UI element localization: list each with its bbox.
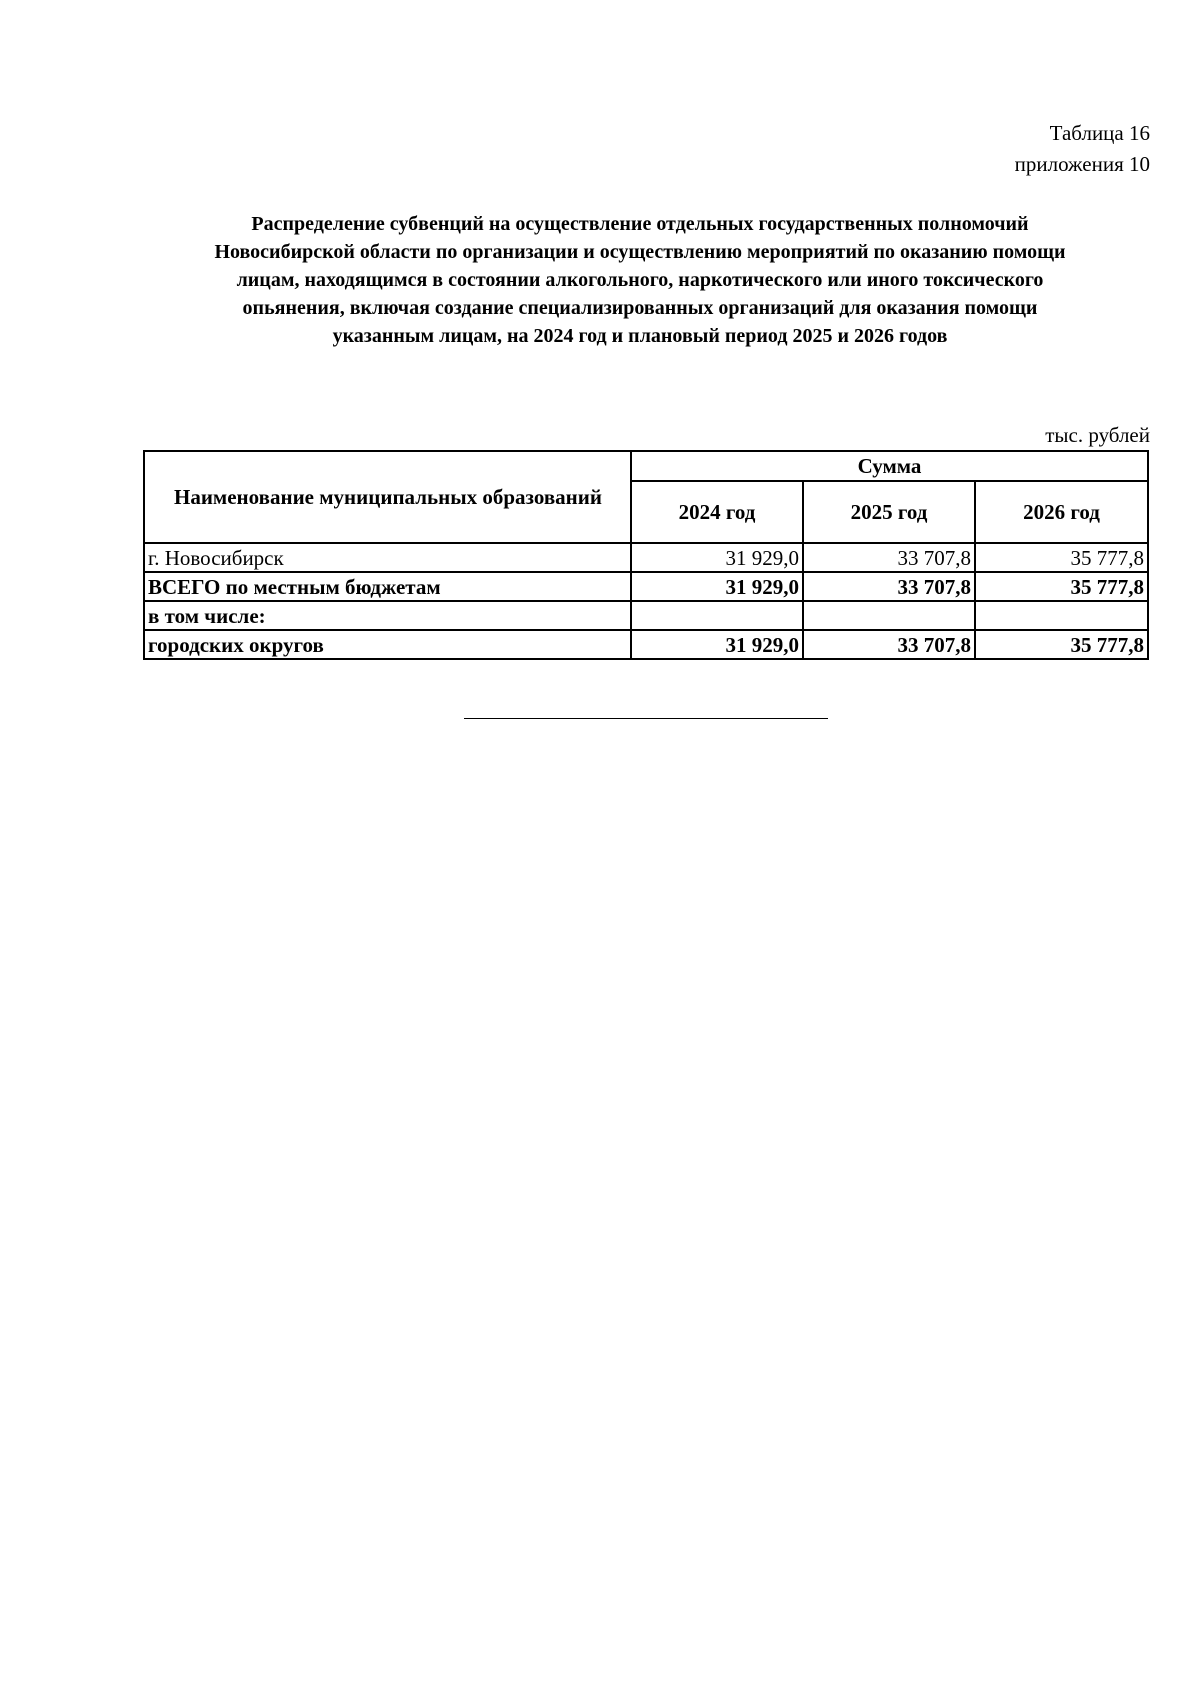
municipality-name: городских округов (144, 630, 631, 659)
table-body (144, 543, 1148, 659)
title-line: Распределение субвенций на осуществление отдельных государственных полномочий (251, 213, 1029, 235)
document-title (135, 210, 1145, 350)
amount-2025: 33 707,8 (803, 572, 975, 601)
amount-2025: 33 707,8 (803, 543, 975, 572)
title-line: лицам, находящимся в состоянии алкогольного, наркотического или иного токсического (236, 269, 1044, 291)
amount-2024: 31 929,0 (631, 630, 803, 659)
table-row-subheading (144, 601, 1148, 630)
appendix-reference: приложения 10 (1014, 152, 1150, 176)
column-header-name: Наименование муниципальных образований (144, 451, 631, 543)
table-header (144, 451, 1148, 543)
subvention-table (143, 450, 1149, 660)
amount-2026: 35 777,8 (975, 630, 1148, 659)
amount-2024: 31 929,0 (631, 572, 803, 601)
municipality-name: в том числе: (144, 601, 631, 630)
amount-2024: 31 929,0 (631, 543, 803, 572)
amount-2026: 35 777,8 (975, 543, 1148, 572)
title-line: опьянения, включая создание специализированных организаций для оказания помощи (242, 297, 1038, 319)
amount-2026 (975, 601, 1148, 630)
units-label: тыс. рублей (1045, 423, 1150, 447)
column-header-year: 2024 год (631, 481, 803, 543)
table-reference: Таблица 16 (1049, 121, 1150, 145)
column-header-year: 2026 год (975, 481, 1148, 543)
municipality-name: г. Новосибирск (144, 543, 631, 572)
end-divider-line (464, 718, 828, 719)
document-header-references (1015, 118, 1150, 180)
column-header-sum: Сумма (631, 451, 1148, 481)
header-row (144, 451, 1148, 481)
amount-2026: 35 777,8 (975, 572, 1148, 601)
municipality-name: ВСЕГО по местным бюджетам (144, 572, 631, 601)
title-line: указанным лицам, на 2024 год и плановый период 2025 и 2026 годов (332, 325, 948, 347)
table-row-total (144, 572, 1148, 601)
amount-2024 (631, 601, 803, 630)
amount-2025: 33 707,8 (803, 630, 975, 659)
amount-2025 (803, 601, 975, 630)
title-line: Новосибирской области по организации и осуществлению мероприятий по оказанию помощи (214, 241, 1066, 263)
table-row (144, 543, 1148, 572)
table-row (144, 630, 1148, 659)
column-header-year: 2025 год (803, 481, 975, 543)
